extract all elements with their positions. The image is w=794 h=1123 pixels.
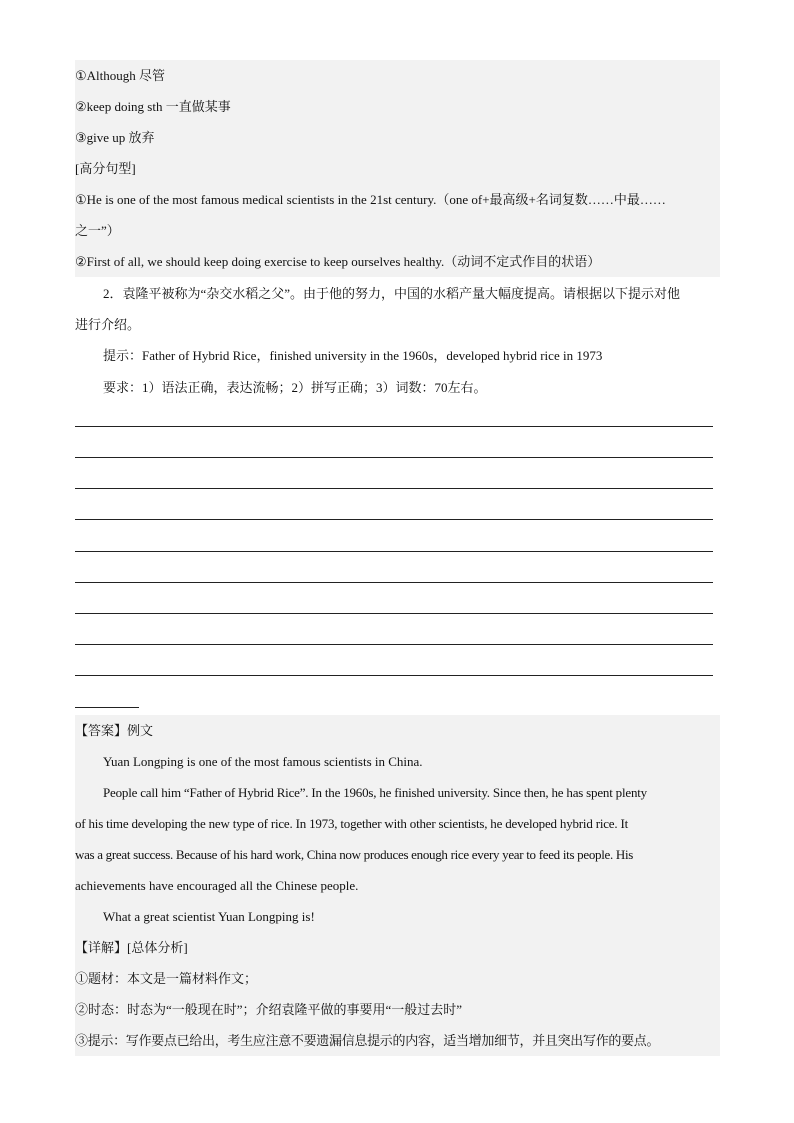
writing-line	[75, 457, 713, 458]
question-line-2: 进行介绍。	[75, 317, 141, 332]
question-requirement: 要求：1）语法正确，表达流畅；2）拼写正确；3）词数：70左右。	[103, 380, 487, 395]
writing-line	[75, 488, 713, 489]
detail-item-2: ②时态：时态为“一般现在时”；介绍袁隆平做的事要用“一般过去时”	[75, 994, 720, 1025]
essay-paragraph-1: Yuan Longping is one of the most famous scientists in China.	[75, 746, 720, 777]
answer-heading: 【答案】例文	[75, 715, 720, 746]
writing-line-short	[75, 707, 139, 708]
vocab-item-2: ②keep doing sth 一直做某事	[75, 91, 720, 122]
writing-line	[75, 426, 713, 427]
vocab-item-3: ③give up 放弃	[75, 122, 720, 153]
detail-item-3: ③提示：写作要点已给出，考生应注意不要遗漏信息提示的内容，适当增加细节，并且突出写作的要点。	[75, 1025, 720, 1056]
essay-paragraph-2-line-4: achievements have encouraged all the Chinese people.	[75, 870, 720, 901]
detail-item-1: ①题材：本文是一篇材料作文；	[75, 963, 720, 994]
sentence-2: ②First of all, we should keep doing exercise to keep ourselves healthy.（动词不定式作目的状语）	[75, 246, 720, 277]
writing-line	[75, 675, 713, 676]
essay-paragraph-2-line-1: People call him “Father of Hybrid Rice”. In the 1960s, he finished university. Since then, he has spent plenty	[75, 777, 720, 808]
writing-line	[75, 613, 713, 614]
detail-heading: 【详解】[总体分析]	[75, 932, 720, 963]
writing-line	[75, 644, 713, 645]
sentences-heading: [高分句型]	[75, 153, 720, 184]
essay-paragraph-2-line-3: was a great success. Because of his hard work, China now produces enough rice every year to feed its people. His	[75, 839, 720, 870]
writing-line	[75, 519, 713, 520]
question-line-1: 2．袁隆平被称为“杂交水稻之父”。由于他的努力，中国的水稻产量大幅度提高。请根据以下提示对他	[103, 286, 681, 301]
sentence-1-line-2: 之一”）	[75, 215, 720, 246]
essay-paragraph-2-line-2: of his time developing the new type of rice. In 1973, together with other scientists, he developed hybrid rice. It	[75, 808, 720, 839]
writing-line	[75, 551, 713, 552]
essay-paragraph-3: What a great scientist Yuan Longping is!	[75, 901, 720, 932]
question-hint: 提示：Father of Hybrid Rice，finished university in the 1960s，developed hybrid rice in 1973	[103, 348, 603, 363]
vocab-item-1: ①Although 尽管	[75, 60, 720, 91]
sentence-1-line-1: ①He is one of the most famous medical scientists in the 21st century.（one of+最高级+名词复数……中最……	[75, 184, 720, 215]
writing-line	[75, 582, 713, 583]
